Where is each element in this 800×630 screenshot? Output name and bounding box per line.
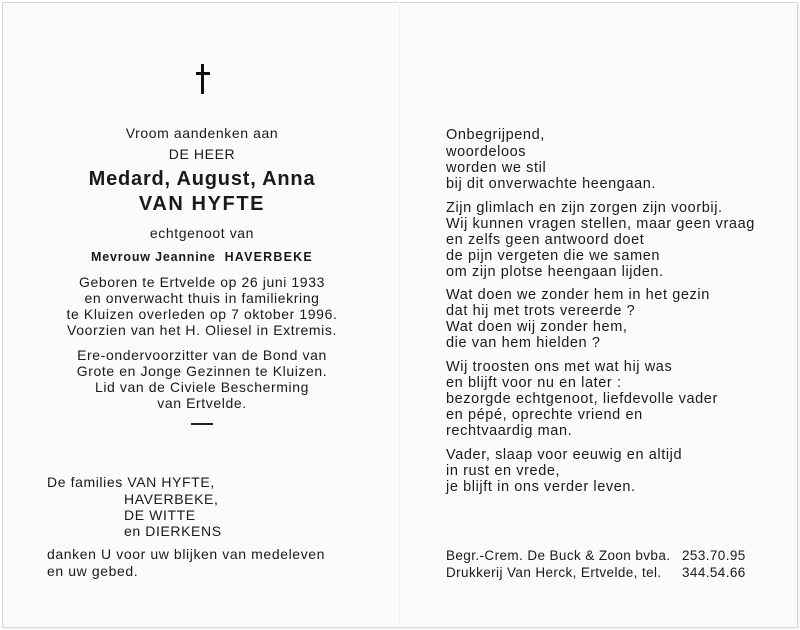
printer-credit: Drukkerij Van Herck, Ertvelde, tel. xyxy=(446,565,662,580)
printer-phone: 344.54.66 xyxy=(682,565,746,580)
poem-line: om zijn plotse heengaan lijden. xyxy=(446,264,664,280)
thanks-line: danken U voor uw blijken van medeleven xyxy=(47,546,326,562)
role-line: Grote en Jonge Gezinnen te Kluizen. xyxy=(76,363,328,379)
family-name: en DIERKENS xyxy=(124,523,222,539)
thanks-line: en uw gebed. xyxy=(47,563,139,579)
bio-line: Voorzien van het H. Oliesel in Extremis. xyxy=(67,322,337,338)
poem-line: bezorgde echtgenoot, liefdevolle vader xyxy=(446,391,718,407)
spouse-prefix: Mevrouw Jeannine xyxy=(91,250,216,264)
surname: VAN HYFTE xyxy=(138,193,266,215)
role-line: Lid van de Civiele Bescherming xyxy=(94,379,310,395)
spouse-surname: HAVERBEKE xyxy=(224,250,313,264)
poem-line: dat hij met trots vereerde ? xyxy=(446,303,636,319)
bio-line: te Kluizen overleden op 7 oktober 1996. xyxy=(66,306,338,322)
first-names: Medard, August, Anna xyxy=(88,168,316,190)
intro-text: Vroom aandenken aan xyxy=(125,125,279,141)
poem-line: die van hem hielden ? xyxy=(446,335,601,351)
poem-line: Zijn glimlach en zijn zorgen zijn voorbij. xyxy=(446,200,723,216)
poem-line: de pijn vergeten die we samen xyxy=(446,248,661,264)
poem-line: en blijft voor nu en later : xyxy=(446,375,622,391)
poem-line: Onbegrijpend, xyxy=(446,127,545,143)
spouse-name xyxy=(2,248,402,266)
printer-credit: Begr.-Crem. De Buck & Zoon bvba. xyxy=(446,548,671,563)
bio-line: Geboren te Ertvelde op 26 juni 1933 xyxy=(79,274,325,290)
poem-line: Wat doen we zonder hem in het gezin xyxy=(446,287,710,303)
poem-line: en zelfs geen antwoord doet xyxy=(446,232,645,248)
spouse-label: echtgenoot van xyxy=(149,225,255,241)
poem-line: Wij kunnen vragen stellen, maar geen vraag xyxy=(446,216,755,232)
poem-line: Wij troosten ons met wat hij was xyxy=(446,359,673,375)
family-name: HAVERBEKE, xyxy=(124,491,219,507)
bio-line: en onverwacht thuis in familiekring xyxy=(84,290,320,306)
poem-line: je blijft in ons verder leven. xyxy=(446,479,636,495)
role-line: Ere-ondervoorzitter van de Bond van xyxy=(77,347,327,363)
divider-line xyxy=(191,423,213,425)
families-intro: De families VAN HYFTE, xyxy=(47,474,215,490)
printer-phone: 253.70.95 xyxy=(682,548,746,563)
poem-line: rechtvaardig man. xyxy=(446,423,573,439)
role-line: van Ertvelde. xyxy=(157,395,247,411)
poem-line: Wat doen wij zonder hem, xyxy=(446,319,628,335)
family-name: DE WITTE xyxy=(124,507,196,523)
poem-line: bij dit onverwachte heengaan. xyxy=(446,176,657,192)
poem-line: Vader, slaap voor eeuwig en altijd xyxy=(446,447,683,463)
title-text: DE HEER xyxy=(168,146,236,162)
latin-cross-icon xyxy=(196,64,210,94)
poem-line: worden we stil xyxy=(446,160,547,176)
poem-line: in rust en vrede, xyxy=(446,463,561,479)
poem-line: woordeloos xyxy=(446,144,527,160)
poem-line: en pépé, oprechte vriend en xyxy=(446,407,643,423)
